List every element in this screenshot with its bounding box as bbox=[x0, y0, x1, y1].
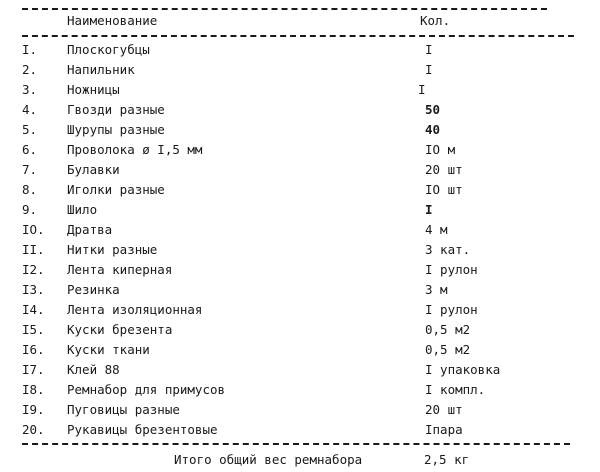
item-name: Плоскогубцы bbox=[67, 42, 150, 57]
table-row bbox=[0, 320, 600, 340]
item-qty: I bbox=[425, 62, 433, 77]
item-qty: I bbox=[425, 42, 433, 57]
table-row bbox=[0, 180, 600, 200]
item-name: Ремнабор для примусов bbox=[67, 382, 226, 397]
item-name: Шило bbox=[67, 202, 98, 217]
table-row bbox=[0, 80, 600, 100]
item-qty: 3 м bbox=[425, 282, 448, 297]
item-qty: I bbox=[425, 202, 433, 217]
total-value: 2,5 кг bbox=[424, 452, 470, 467]
item-qty: 0,5 м2 bbox=[425, 342, 471, 357]
row-number: 2. bbox=[22, 62, 38, 77]
row-number: 3. bbox=[22, 82, 38, 97]
item-name: Проволока ø I,5 мм bbox=[67, 142, 203, 157]
item-name: Ножницы bbox=[67, 82, 120, 97]
row-number: IO. bbox=[22, 222, 45, 237]
table-row bbox=[0, 120, 600, 140]
item-name: Иголки разные bbox=[67, 182, 165, 197]
item-qty: 40 bbox=[425, 122, 441, 137]
table-header bbox=[0, 13, 600, 31]
total-label: Итого общий вес ремнабора bbox=[174, 452, 363, 467]
row-number: I3. bbox=[22, 282, 45, 297]
item-name: Булавки bbox=[67, 162, 120, 177]
item-name: Лента киперная bbox=[67, 262, 173, 277]
top-dashed-rule bbox=[22, 8, 547, 10]
item-qty: 20 шт bbox=[425, 402, 463, 417]
footer-dashed-rule bbox=[22, 443, 570, 445]
item-qty: 50 bbox=[425, 102, 441, 117]
header-dashed-rule bbox=[22, 35, 574, 37]
table-row bbox=[0, 360, 600, 380]
row-number: 20. bbox=[22, 422, 45, 437]
table-row bbox=[0, 240, 600, 260]
item-name: Шурупы разные bbox=[67, 122, 165, 137]
row-number: I5. bbox=[22, 322, 45, 337]
item-name: Напильник bbox=[67, 62, 135, 77]
table-row bbox=[0, 60, 600, 80]
table-row bbox=[0, 220, 600, 240]
table-row bbox=[0, 280, 600, 300]
item-name: Пуговицы разные bbox=[67, 402, 180, 417]
table-row bbox=[0, 140, 600, 160]
item-name: Куски ткани bbox=[67, 342, 150, 357]
item-qty: IO м bbox=[425, 142, 456, 157]
table-row bbox=[0, 160, 600, 180]
table-row bbox=[0, 300, 600, 320]
row-number: I. bbox=[22, 42, 38, 57]
table-row bbox=[0, 100, 600, 120]
row-number: I2. bbox=[22, 262, 45, 277]
item-qty: I упаковка bbox=[425, 362, 501, 377]
item-qty: I рулон bbox=[425, 302, 478, 317]
column-header-qty: Кол. bbox=[420, 13, 451, 28]
row-number: 8. bbox=[22, 182, 38, 197]
total-row bbox=[0, 451, 600, 469]
row-number: 6. bbox=[22, 142, 38, 157]
row-number: 7. bbox=[22, 162, 38, 177]
item-name: Клей 88 bbox=[67, 362, 120, 377]
table-row bbox=[0, 380, 600, 400]
item-name: Куски брезента bbox=[67, 322, 173, 337]
item-qty: 4 м bbox=[425, 222, 448, 237]
item-name: Нитки разные bbox=[67, 242, 158, 257]
row-number: II. bbox=[22, 242, 45, 257]
table-row bbox=[0, 40, 600, 60]
item-qty: I bbox=[418, 82, 426, 97]
item-name: Резинка bbox=[67, 282, 120, 297]
row-number: I6. bbox=[22, 342, 45, 357]
row-number: 9. bbox=[22, 202, 38, 217]
row-number: I9. bbox=[22, 402, 45, 417]
row-number: 4. bbox=[22, 102, 38, 117]
item-qty: I компл. bbox=[425, 382, 486, 397]
table-row bbox=[0, 340, 600, 360]
row-number: I7. bbox=[22, 362, 45, 377]
item-qty: 20 шт bbox=[425, 162, 463, 177]
item-name: Рукавицы брезентовые bbox=[67, 422, 218, 437]
table-row bbox=[0, 260, 600, 280]
item-qty: IO шт bbox=[425, 182, 463, 197]
items-list bbox=[0, 40, 600, 440]
item-qty: 0,5 м2 bbox=[425, 322, 471, 337]
item-name: Гвозди разные bbox=[67, 102, 165, 117]
table-row bbox=[0, 400, 600, 420]
row-number: 5. bbox=[22, 122, 38, 137]
item-name: Лента изоляционная bbox=[67, 302, 203, 317]
row-number: I4. bbox=[22, 302, 45, 317]
item-qty: Iпара bbox=[425, 422, 463, 437]
row-number: I8. bbox=[22, 382, 45, 397]
item-qty: I рулон bbox=[425, 262, 478, 277]
item-name: Дратва bbox=[67, 222, 113, 237]
column-header-name: Наименование bbox=[67, 13, 158, 28]
table-row bbox=[0, 420, 600, 440]
item-qty: 3 кат. bbox=[425, 242, 471, 257]
table-row bbox=[0, 200, 600, 220]
